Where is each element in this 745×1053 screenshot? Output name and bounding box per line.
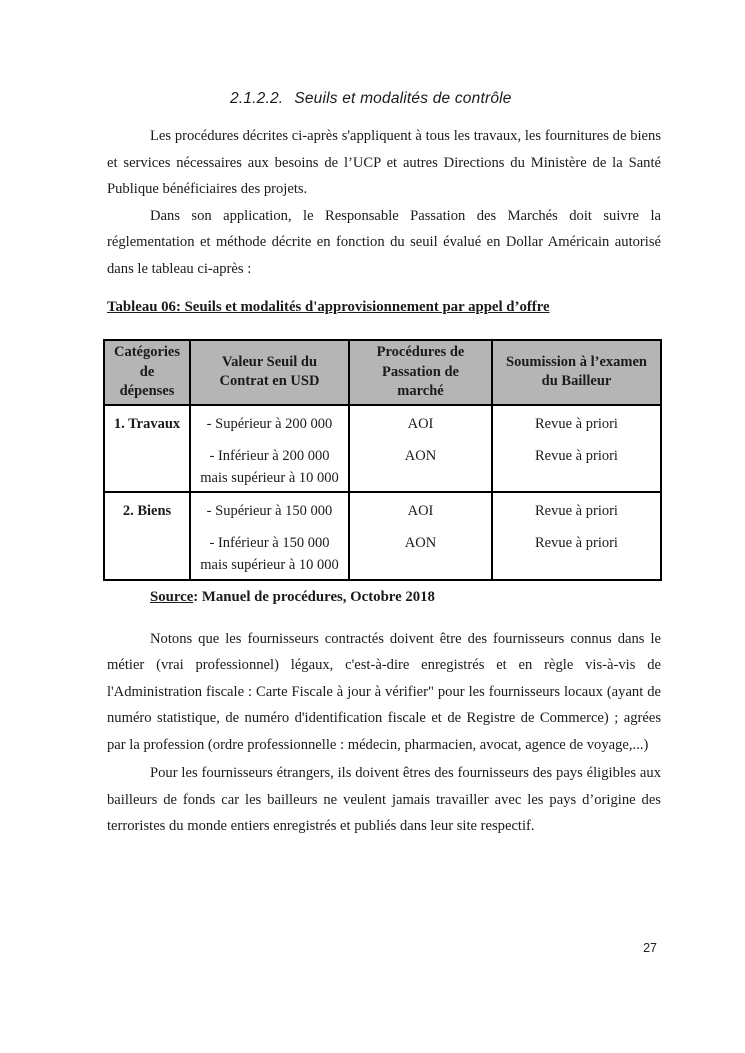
header-cell-donor-review (492, 340, 661, 405)
header-line: Procédures de (376, 344, 465, 360)
category-cell-travaux (104, 405, 190, 492)
threshold-entry (193, 445, 346, 489)
paragraph-procedures-scope: Les procédures décrites ci-après s'appliquent à tous les travaux, les fournitures de biens et services nécessaires aux besoins de l’UCP et autres Directions du Ministère de la Santé Publique bénéficiaires des projets. (107, 128, 661, 197)
threshold-line: mais supérieur à 10 000 (200, 556, 339, 573)
page-number: 27 (643, 941, 657, 955)
procedure-entry: AOI (407, 415, 434, 432)
thresholds-table (103, 339, 662, 581)
section-heading (107, 89, 661, 108)
header-line: Soumission à l’examen (506, 353, 647, 370)
header-cell-threshold-usd (190, 340, 349, 405)
table-source (107, 586, 661, 608)
procedure-entry: AON (404, 534, 437, 551)
category-cell-biens (104, 492, 190, 580)
threshold-entry (193, 532, 346, 576)
header-line: Passation de (382, 363, 459, 380)
header-line: dépenses (119, 383, 175, 399)
threshold-entry: - Supérieur à 150 000 (206, 502, 333, 519)
header-line: de (139, 363, 155, 380)
header-cell-categories (104, 340, 190, 405)
category-label: 2. Biens (122, 502, 172, 519)
procedure-entry: AON (404, 447, 437, 464)
paragraph-foreign-suppliers: Pour les fournisseurs étrangers, ils doivent êtres des fournisseurs des pays éligibles aux bailleurs de fonds car les bailleurs ne veulent jamais travailler avec les pays d’origine des terroristes du monde entiers enregistrés et publiés dans leur site respectif. (107, 765, 661, 834)
source-label: Source (150, 588, 194, 605)
header-line: Valeur Seuil du (221, 353, 318, 370)
procedure-entry: AOI (407, 502, 434, 519)
review-entry: Revue à priori (535, 534, 618, 551)
threshold-entry: - Supérieur à 200 000 (206, 415, 333, 432)
category-label: 1. Travaux (113, 415, 181, 432)
table-header-row (104, 340, 661, 405)
review-entry: Revue à priori (535, 415, 618, 432)
procedure-cell-travaux (349, 405, 492, 492)
section-heading-number: 2.1.2.2. (230, 90, 284, 107)
threshold-cell-travaux (190, 405, 349, 492)
review-entry: Revue à priori (535, 447, 618, 464)
threshold-line: - Inférieur à 200 000 (209, 447, 330, 464)
table-row-biens (104, 492, 661, 580)
header-line: du Bailleur (541, 373, 612, 390)
review-entry: Revue à priori (535, 502, 618, 519)
source-text: : Manuel de procédures, Octobre 2018 (193, 588, 435, 605)
threshold-line: mais supérieur à 10 000 (200, 469, 339, 486)
review-cell-travaux (492, 405, 661, 492)
review-cell-biens (492, 492, 661, 580)
paragraph-application-rule: Dans son application, le Responsable Passation des Marchés doit suivre la réglementation et méthode décrite en fonction du seuil évalué en Dollar Américain autorisé dans le tableau ci-après : (107, 207, 661, 277)
header-line: Catégories (113, 344, 181, 360)
threshold-line: - Inférieur à 150 000 (209, 534, 330, 551)
table-row-travaux (104, 405, 661, 492)
header-line: Contrat en USD (219, 373, 320, 390)
procedure-cell-biens (349, 492, 492, 580)
header-cell-procurement-procedure (349, 340, 492, 405)
header-line: marché (397, 383, 444, 399)
section-heading-title: Seuils et modalités de contrôle (294, 90, 512, 107)
table-title: Tableau 06: Seuils et modalités d'approvisionnement par appel d’offre (107, 299, 550, 315)
paragraph-local-suppliers: Notons que les fournisseurs contractés doivent être des fournisseurs connus dans le métier (vrai professionnel) légaux, c'est-à-dire enregistrés et en règle vis-à-vis de l'Administration fiscale : Carte Fiscale à jour à vérifier" pour les fournisseurs locaux (ayant de numéro statistique, de numéro d'identification fiscale et de Registre de Commerce) ; agrées par la profession (ordre professionnelle : médecin, pharmacien, avocat, agence de voyage,...) (107, 630, 661, 753)
threshold-cell-biens (190, 492, 349, 580)
